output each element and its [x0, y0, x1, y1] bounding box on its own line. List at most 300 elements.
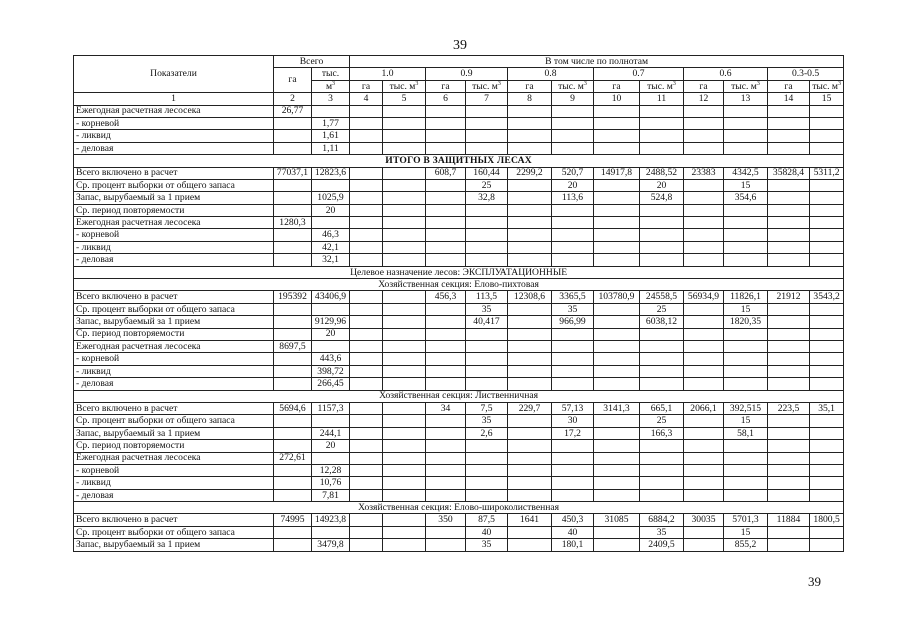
table-cell: 21912: [768, 291, 810, 303]
table-cell: 3479,8: [312, 539, 350, 551]
column-number: 7: [466, 93, 508, 105]
table-cell: [350, 526, 383, 538]
table-cell: [768, 241, 810, 253]
table-cell: [383, 229, 426, 241]
table-cell: 2409,5: [640, 539, 684, 551]
table-cell: 166,3: [640, 427, 684, 439]
table-cell: [684, 415, 724, 427]
table-cell: [383, 328, 426, 340]
column-number: 8: [508, 93, 552, 105]
table-cell: [426, 353, 466, 365]
table-cell: [426, 241, 466, 253]
table-cell: [383, 217, 426, 229]
table-cell: [426, 117, 466, 129]
table-cell: 35: [466, 539, 508, 551]
table-cell: [383, 105, 426, 117]
table-cell: [426, 378, 466, 390]
table-cell: [274, 427, 312, 439]
table-cell: [466, 229, 508, 241]
table-cell: [274, 328, 312, 340]
table-cell: 450,3: [552, 514, 594, 526]
table-cell: 9129,96: [312, 316, 350, 328]
table-cell: [508, 477, 552, 489]
table-cell: [594, 452, 640, 464]
table-cell: [383, 117, 426, 129]
table-cell: [594, 365, 640, 377]
table-cell: [594, 254, 640, 266]
table-cell: [508, 192, 552, 204]
row-label: - ликвид: [74, 477, 274, 489]
table-cell: [274, 179, 312, 191]
table-cell: [508, 316, 552, 328]
table-cell: [768, 316, 810, 328]
table-cell: [508, 254, 552, 266]
table-cell: [594, 378, 640, 390]
table-cell: [640, 117, 684, 129]
table-cell: 2299,2: [508, 167, 552, 179]
table-cell: [768, 254, 810, 266]
table-cell: 160,44: [466, 167, 508, 179]
table-cell: [684, 440, 724, 452]
table-cell: [640, 440, 684, 452]
table-cell: 7,5: [466, 402, 508, 414]
table-cell: [594, 130, 640, 142]
row-label: Ср. процент выборки от общего запаса: [74, 415, 274, 427]
table-cell: [810, 117, 844, 129]
section-header-row: [74, 279, 844, 291]
table-cell: [684, 179, 724, 191]
table-cell: [312, 217, 350, 229]
table-cell: [274, 477, 312, 489]
column-number: 12: [684, 93, 724, 105]
column-number: 15: [810, 93, 844, 105]
header-unit-ha: га: [594, 80, 640, 92]
table-cell: [552, 105, 594, 117]
table-cell: [810, 427, 844, 439]
table-cell: [810, 452, 844, 464]
row-label: Ежегодная расчетная лесосека: [74, 452, 274, 464]
table-cell: [508, 142, 552, 154]
table-cell: [350, 539, 383, 551]
table-cell: [768, 489, 810, 501]
row-label: Ср. период повторяемости: [74, 204, 274, 216]
table-cell: 6884,2: [640, 514, 684, 526]
table-cell: 1641: [508, 514, 552, 526]
table-cell: [684, 117, 724, 129]
table-cell: [426, 229, 466, 241]
table-cell: [426, 440, 466, 452]
table-cell: 35: [552, 303, 594, 315]
table-cell: 35,1: [810, 402, 844, 414]
table-cell: [724, 204, 768, 216]
table-cell: [350, 340, 383, 352]
table-cell: [810, 328, 844, 340]
table-cell: [312, 452, 350, 464]
table-cell: [383, 291, 426, 303]
table-cell: [508, 130, 552, 142]
table-cell: [810, 254, 844, 266]
table-cell: [684, 105, 724, 117]
table-cell: [768, 130, 810, 142]
table-cell: [724, 353, 768, 365]
table-cell: 520,7: [552, 167, 594, 179]
table-cell: [383, 167, 426, 179]
table-cell: [350, 130, 383, 142]
table-cell: [684, 192, 724, 204]
table-cell: [684, 539, 724, 551]
table-cell: 1,77: [312, 117, 350, 129]
row-label: - деловая: [74, 489, 274, 501]
table-cell: 20: [312, 440, 350, 452]
table-row: [74, 464, 844, 476]
table-cell: 34: [426, 402, 466, 414]
table-row: [74, 427, 844, 439]
table-cell: [684, 130, 724, 142]
table-cell: [466, 217, 508, 229]
table-cell: [383, 427, 426, 439]
table-cell: [466, 378, 508, 390]
table-cell: [594, 229, 640, 241]
table-cell: [640, 254, 684, 266]
table-cell: [810, 130, 844, 142]
table-cell: [383, 526, 426, 538]
table-cell: [684, 303, 724, 315]
table-cell: 5701,3: [724, 514, 768, 526]
table-cell: [724, 477, 768, 489]
section-header-row: [74, 390, 844, 402]
table-cell: [426, 192, 466, 204]
table-cell: [810, 489, 844, 501]
table-cell: 15: [724, 303, 768, 315]
table-cell: [426, 204, 466, 216]
table-cell: 23383: [684, 167, 724, 179]
table-cell: [594, 105, 640, 117]
table-cell: 180,1: [552, 539, 594, 551]
table-cell: [312, 526, 350, 538]
header-fullness-2: 0.9: [426, 68, 508, 80]
row-label: Ежегодная расчетная лесосека: [74, 340, 274, 352]
table-cell: [383, 514, 426, 526]
table-cell: [350, 353, 383, 365]
table-cell: [724, 142, 768, 154]
table-row: [74, 167, 844, 179]
table-cell: [768, 378, 810, 390]
table-cell: 30: [552, 415, 594, 427]
table-cell: [508, 217, 552, 229]
table-cell: 15: [724, 526, 768, 538]
table-cell: [768, 452, 810, 464]
table-cell: [426, 303, 466, 315]
table-cell: [426, 254, 466, 266]
section-title: Хозяйственная секция: Лиственничная: [74, 390, 844, 402]
table-cell: 966,99: [552, 316, 594, 328]
table-cell: 1800,5: [810, 514, 844, 526]
table-cell: 30035: [684, 514, 724, 526]
table-cell: [684, 328, 724, 340]
header-unit-ha: га: [768, 80, 810, 92]
table-cell: [466, 130, 508, 142]
table-cell: [768, 440, 810, 452]
table-cell: [383, 316, 426, 328]
table-row: [74, 415, 844, 427]
table-cell: [684, 365, 724, 377]
table-cell: 43406,9: [312, 291, 350, 303]
table-cell: [312, 179, 350, 191]
table-cell: 2066,1: [684, 402, 724, 414]
section-header-row: [74, 502, 844, 514]
table-cell: [768, 353, 810, 365]
table-cell: 195392: [274, 291, 312, 303]
table-cell: 3543,2: [810, 291, 844, 303]
table-cell: [426, 477, 466, 489]
table-cell: [724, 464, 768, 476]
table-cell: [724, 378, 768, 390]
table-cell: 3141,3: [594, 402, 640, 414]
table-cell: [383, 204, 426, 216]
table-cell: 32,8: [466, 192, 508, 204]
table-cell: 2488,52: [640, 167, 684, 179]
table-cell: [383, 452, 426, 464]
row-label: - ликвид: [74, 365, 274, 377]
table-cell: 35: [640, 526, 684, 538]
table-cell: [350, 452, 383, 464]
table-cell: 113,6: [552, 192, 594, 204]
table-cell: [724, 130, 768, 142]
table-cell: [640, 217, 684, 229]
header-unit-ha: га: [508, 80, 552, 92]
table-cell: 58,1: [724, 427, 768, 439]
table-row: [74, 328, 844, 340]
row-label: - корневой: [74, 464, 274, 476]
table-cell: [594, 464, 640, 476]
table-cell: [594, 117, 640, 129]
table-cell: [383, 179, 426, 191]
table-row: [74, 117, 844, 129]
table-cell: [768, 340, 810, 352]
table-cell: 56934,9: [684, 291, 724, 303]
table-cell: [724, 340, 768, 352]
table-cell: 42,1: [312, 241, 350, 253]
table-cell: 12823,6: [312, 167, 350, 179]
table-cell: [684, 526, 724, 538]
header-unit-thous-m3: тыс. $м^3$: [640, 80, 684, 92]
table-cell: [552, 217, 594, 229]
table-cell: [684, 340, 724, 352]
table-cell: [274, 142, 312, 154]
table-cell: 354,6: [724, 192, 768, 204]
table-cell: [552, 340, 594, 352]
table-cell: [810, 303, 844, 315]
table-cell: [466, 353, 508, 365]
table-cell: [466, 340, 508, 352]
table-cell: [810, 192, 844, 204]
table-cell: [594, 316, 640, 328]
row-label: - корневой: [74, 117, 274, 129]
table-cell: 24558,5: [640, 291, 684, 303]
table-cell: [426, 340, 466, 352]
table-row: [74, 179, 844, 191]
table-cell: 77037,1: [274, 167, 312, 179]
table-cell: 524,8: [640, 192, 684, 204]
table-cell: 5694,6: [274, 402, 312, 414]
table-cell: [350, 415, 383, 427]
page-number-bottom: 39: [808, 574, 821, 589]
row-label: Запас, вырубаемый за 1 прием: [74, 316, 274, 328]
table-cell: [640, 477, 684, 489]
column-number: 9: [552, 93, 594, 105]
table-cell: [350, 328, 383, 340]
table-cell: [768, 477, 810, 489]
table-cell: 1280,3: [274, 217, 312, 229]
table-cell: [383, 415, 426, 427]
table-cell: [466, 328, 508, 340]
table-cell: [466, 365, 508, 377]
section-title: Хозяйственная секция: Елово-широколиственная: [74, 502, 844, 514]
row-label: Запас, вырубаемый за 1 прием: [74, 192, 274, 204]
table-cell: [274, 254, 312, 266]
table-cell: [350, 440, 383, 452]
row-label: Ежегодная расчетная лесосека: [74, 217, 274, 229]
table-cell: [426, 452, 466, 464]
table-cell: [508, 204, 552, 216]
column-number: 10: [594, 93, 640, 105]
table-cell: [508, 117, 552, 129]
table-cell: [552, 489, 594, 501]
table-cell: [724, 365, 768, 377]
table-cell: [768, 117, 810, 129]
table-cell: [810, 539, 844, 551]
table-cell: [426, 179, 466, 191]
table-cell: [552, 254, 594, 266]
table-cell: [508, 489, 552, 501]
table-cell: [768, 415, 810, 427]
table-cell: [810, 477, 844, 489]
table-cell: 665,1: [640, 402, 684, 414]
table-cell: [274, 464, 312, 476]
table-cell: 12308,6: [508, 291, 552, 303]
table-cell: 87,5: [466, 514, 508, 526]
header-unit-ha: га: [426, 80, 466, 92]
table-cell: [724, 489, 768, 501]
header-fullness-5: 0.6: [684, 68, 768, 80]
table-cell: [350, 316, 383, 328]
table-cell: [594, 415, 640, 427]
table-cell: [640, 365, 684, 377]
table-cell: [684, 142, 724, 154]
table-cell: [508, 365, 552, 377]
table-cell: [552, 353, 594, 365]
table-cell: 8697,5: [274, 340, 312, 352]
table-cell: [684, 452, 724, 464]
table-row: [74, 229, 844, 241]
table-cell: 229,7: [508, 402, 552, 414]
table-row: [74, 365, 844, 377]
table-cell: [684, 204, 724, 216]
table-cell: 35828,4: [768, 167, 810, 179]
table-cell: [552, 328, 594, 340]
table-cell: 57,13: [552, 402, 594, 414]
header-unit-thous-m3: тыс. $м^3$: [383, 80, 426, 92]
header-indicators: Показатели: [74, 56, 274, 93]
table-cell: 272,61: [274, 452, 312, 464]
table-cell: [508, 427, 552, 439]
table-cell: [508, 241, 552, 253]
table-cell: 20: [312, 204, 350, 216]
table-cell: [350, 204, 383, 216]
row-label: Ежегодная расчетная лесосека: [74, 105, 274, 117]
table-row: [74, 353, 844, 365]
table-cell: [508, 328, 552, 340]
table-cell: [768, 526, 810, 538]
table-cell: 6038,12: [640, 316, 684, 328]
table-cell: [466, 440, 508, 452]
table-row: [74, 291, 844, 303]
table-cell: 40,417: [466, 316, 508, 328]
table-cell: 11884: [768, 514, 810, 526]
table-cell: 35: [466, 415, 508, 427]
table-cell: [810, 179, 844, 191]
table-cell: [640, 204, 684, 216]
table-cell: [552, 229, 594, 241]
table-cell: 14923,8: [312, 514, 350, 526]
table-cell: 4342,5: [724, 167, 768, 179]
table-cell: [466, 117, 508, 129]
column-number: 11: [640, 93, 684, 105]
table-cell: [768, 539, 810, 551]
table-cell: [350, 291, 383, 303]
table-cell: [508, 105, 552, 117]
table-cell: [350, 303, 383, 315]
table-cell: [274, 378, 312, 390]
table-cell: [350, 117, 383, 129]
table-cell: 103780,9: [594, 291, 640, 303]
row-label: Ср. процент выборки от общего запаса: [74, 303, 274, 315]
table-cell: [768, 464, 810, 476]
table-cell: [594, 440, 640, 452]
table-cell: [810, 316, 844, 328]
table-row: [74, 378, 844, 390]
table-cell: [274, 192, 312, 204]
table-cell: [640, 353, 684, 365]
table-cell: 25: [466, 179, 508, 191]
header-unit-ha: га: [350, 80, 383, 92]
table-cell: [724, 452, 768, 464]
table-cell: [684, 353, 724, 365]
section-title: Целевое назначение лесов: ЭКСПЛУАТАЦИОННЫЕ: [74, 266, 844, 278]
table-cell: [810, 440, 844, 452]
table-cell: [508, 179, 552, 191]
table-cell: [350, 477, 383, 489]
table-cell: [684, 316, 724, 328]
table-cell: [350, 217, 383, 229]
table-cell: [594, 204, 640, 216]
table-cell: [426, 105, 466, 117]
table-cell: [684, 427, 724, 439]
table-cell: [768, 328, 810, 340]
table-cell: [594, 241, 640, 253]
table-cell: [768, 229, 810, 241]
table-cell: [594, 340, 640, 352]
table-cell: [640, 464, 684, 476]
table-cell: [594, 477, 640, 489]
row-label: - деловая: [74, 254, 274, 266]
table-cell: 443,6: [312, 353, 350, 365]
column-number: 4: [350, 93, 383, 105]
table-cell: [768, 427, 810, 439]
table-row: [74, 303, 844, 315]
table-cell: [724, 328, 768, 340]
table-cell: [426, 489, 466, 501]
